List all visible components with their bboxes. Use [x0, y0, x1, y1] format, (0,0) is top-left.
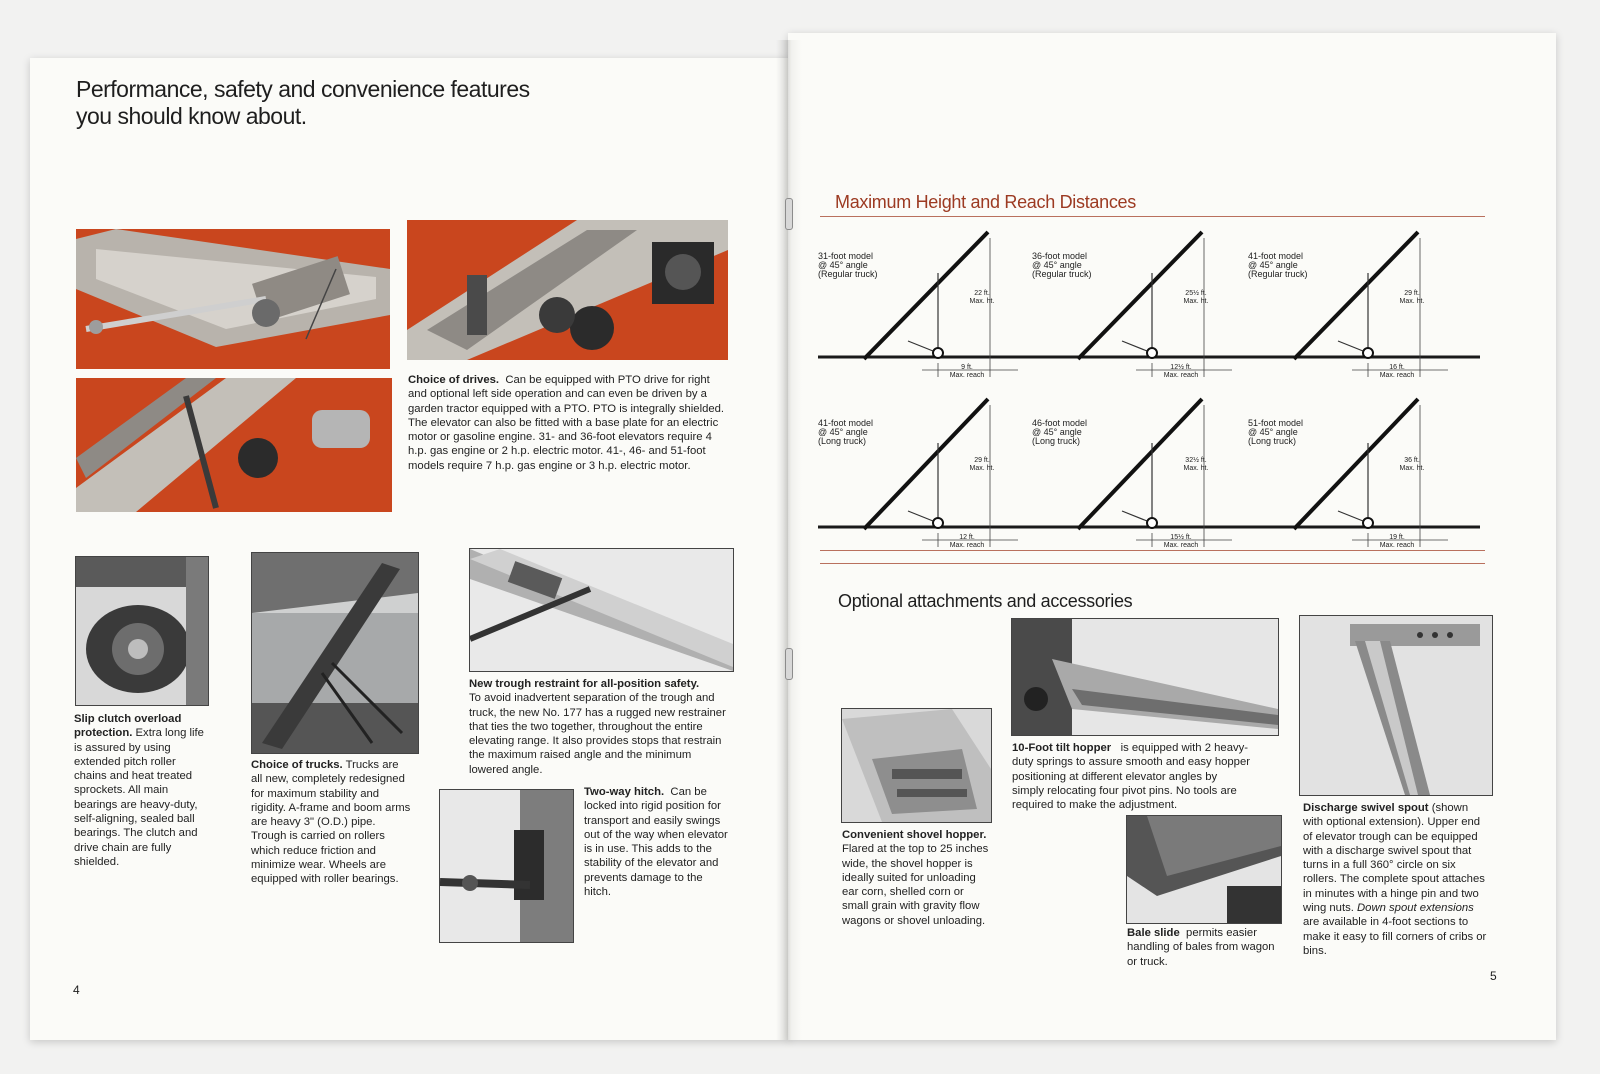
shovel-hopper-title: Convenient shovel hopper. — [842, 829, 987, 841]
max-height-value: 32½ ft. — [1185, 457, 1207, 464]
attachments-title: Optional attachments and accessories — [838, 591, 1133, 611]
truck-type-label: (Long truck) — [1032, 436, 1081, 446]
page-headline — [76, 76, 596, 130]
rule-mid — [820, 550, 1485, 551]
truck-type-label: (Regular truck) — [1248, 269, 1308, 279]
max-height-label: Max. ht. — [969, 465, 995, 472]
trucks-photo — [251, 552, 419, 754]
max-height-value: 29 ft. — [974, 457, 990, 464]
pto-drive-photo — [76, 229, 390, 369]
tilt-hopper-title: 10-Foot tilt hopper — [1012, 742, 1112, 754]
model-label: 41-foot model — [1248, 251, 1304, 261]
trough-restraint-photo — [469, 548, 734, 672]
boom-line — [864, 232, 988, 359]
model-label: 51-foot model — [1248, 418, 1304, 428]
tilt-hopper-text: is equipped with 2 heavy-duty springs to assure smooth and easy hopper positioning at different elevator angles by simply relocating four pivot pins. No tools are required to make the adjustment. — [1012, 742, 1251, 812]
boom-line — [1078, 232, 1202, 359]
staple-bottom — [785, 648, 793, 680]
truck-wheel — [1147, 348, 1157, 358]
trough-caption — [469, 677, 731, 777]
drives-caption — [408, 373, 728, 473]
max-reach-value: 12 ft. — [959, 534, 975, 541]
slip-clutch-title: Slip clutch overload protection. — [74, 713, 182, 740]
model-label: 46-foot model — [1032, 418, 1088, 428]
truck-wheel — [933, 518, 943, 528]
truck-wheel — [1363, 348, 1373, 358]
book-gutter — [776, 40, 802, 1040]
slip-clutch-caption — [74, 712, 210, 869]
angle-label: @ 45° angle — [1248, 427, 1298, 437]
swivel-spout-text-b: Down spout extensions — [1357, 902, 1474, 915]
truck-wheel — [933, 348, 943, 358]
hitch-title: Two-way hitch. — [584, 786, 665, 798]
bale-slide-title: Bale slide — [1127, 927, 1180, 939]
rule-bottom — [820, 563, 1485, 564]
shovel-hopper-photo — [841, 708, 992, 823]
drives-title: Choice of drives. — [408, 374, 500, 386]
model-label: 31-foot model — [818, 251, 874, 261]
angle-label: @ 45° angle — [1032, 260, 1082, 270]
slip-clutch-text: Extra long life is assured by using extended pitch roller chains and heat treated sprockets. All main bearings are heavy-duty, self-aligning, sealed ball bearings. The clutch and drive chain are fully shielded. — [74, 727, 204, 868]
swivel-spout-photo — [1299, 615, 1493, 796]
max-height-label: Max. ht. — [1183, 298, 1209, 305]
max-height-label: Max. ht. — [1183, 465, 1209, 472]
electric-motor-photo — [76, 378, 392, 512]
truck-wheel — [1363, 518, 1373, 528]
swivel-spout-text-c: are available in 4-foot sections to make it easy to fill corners of cribs or bins. — [1303, 916, 1487, 957]
angle-label: @ 45° angle — [818, 260, 868, 270]
page-number-right: 5 — [1490, 969, 1497, 983]
shovel-hopper-caption — [842, 828, 990, 928]
height-reach-title: Maximum Height and Reach Distances — [835, 192, 1136, 212]
max-reach-value: 9 ft. — [961, 364, 973, 371]
swivel-spout-title: Discharge swivel spout — [1303, 802, 1429, 814]
max-reach-label: Max. reach — [949, 372, 985, 379]
max-reach-value: 19 ft. — [1389, 534, 1405, 541]
max-reach-label: Max. reach — [1163, 372, 1199, 379]
bale-slide-caption — [1127, 926, 1277, 969]
angle-label: @ 45° angle — [818, 427, 868, 437]
slip-clutch-photo — [75, 556, 209, 706]
max-reach-label: Max. reach — [949, 542, 985, 549]
model-label: 41-foot model — [818, 418, 874, 428]
drives-text: Can be equipped with PTO drive for right and optional left side operation and can even be driven by a garden tractor equipped with a PTO. PTO is integrally shielded. The elevator can also be fitted with a base plate for an electric motor or gasoline engine. 31- and 36-foot elevators require 4 h.p. gas engine or 2 h.p. electric motor. 41-, 46- and 51-foot models require 7 h.p. gas engine or 3 h.p. electric motor. — [408, 374, 725, 472]
max-reach-value: 16 ft. — [1389, 364, 1405, 371]
truck-type-label: (Regular truck) — [1032, 269, 1092, 279]
angle-label: @ 45° angle — [1248, 260, 1298, 270]
max-height-label: Max. ht. — [1399, 298, 1425, 305]
trough-title: New trough restraint for all-position safety. — [469, 678, 700, 690]
bale-slide-photo — [1126, 815, 1282, 924]
max-height-value: 25½ ft. — [1185, 290, 1207, 297]
max-reach-value: 15½ ft. — [1170, 534, 1192, 541]
model-label: 36-foot model — [1032, 251, 1088, 261]
max-height-label: Max. ht. — [969, 298, 995, 305]
boom-line — [1294, 399, 1418, 529]
max-height-value: 29 ft. — [1404, 290, 1420, 297]
gas-engine-photo — [407, 220, 728, 360]
page-number-left: 4 — [73, 983, 80, 997]
staple-top — [785, 198, 793, 230]
shovel-hopper-text: Flared at the top to 25 inches wide, the shovel hopper is ideally suited for unloading ear corn, shelled corn or small grain with gravity flow wagons or shovel unloading. — [842, 843, 989, 927]
trucks-caption — [251, 758, 411, 887]
boom-line — [864, 399, 988, 529]
max-height-value: 36 ft. — [1404, 457, 1420, 464]
max-height-value: 22 ft. — [974, 290, 990, 297]
tilt-hopper-caption — [1012, 741, 1252, 812]
headline-line-2: you should know about. — [76, 103, 307, 129]
max-reach-label: Max. reach — [1163, 542, 1199, 549]
hitch-text: Can be locked into rigid position for transport and easily swings out of the way when elevator is in use. This adds to the stability of the elevator and prevents damage to the hitch. — [584, 786, 728, 899]
boom-line — [1294, 232, 1418, 359]
bale-slide-text: permits easier handling of bales from wagon or truck. — [1127, 927, 1275, 968]
max-reach-value: 12½ ft. — [1170, 364, 1192, 371]
swivel-spout-caption — [1303, 801, 1491, 958]
trucks-text: Trucks are all new, completely redesigned for maximum stability and rigidity. A-frame and boom arms are heavy 3" (O.D.) pipe. Trough is carried on rollers which reduce friction and minimize wear. Wheels are equipped with roller bearings. — [251, 759, 411, 886]
truck-type-label: (Regular truck) — [818, 269, 878, 279]
rule-top — [820, 216, 1485, 217]
height-reach-diagrams — [816, 222, 1484, 558]
trucks-title: Choice of trucks. — [251, 759, 343, 771]
swivel-spout-text-a: (shown with optional extension). Upper end of elevator trough can be equipped with a discharge swivel spout that turns in a full 360° circle on six rollers. The complete spout attaches in minutes with a hinge pin and two wing nuts. — [1303, 802, 1485, 915]
truck-type-label: (Long truck) — [1248, 436, 1297, 446]
hitch-photo — [439, 789, 574, 943]
max-height-label: Max. ht. — [1399, 465, 1425, 472]
boom-line — [1078, 399, 1202, 529]
truck-wheel — [1147, 518, 1157, 528]
truck-type-label: (Long truck) — [818, 436, 867, 446]
trough-text: To avoid inadvertent separation of the trough and truck, the new No. 177 has a rugged new restrainer that ties the two together, throughout the entire elevating range. It also provides stops that restrain the maximum raised angle and the minimum lowered angle. — [469, 692, 726, 776]
angle-label: @ 45° angle — [1032, 427, 1082, 437]
max-reach-label: Max. reach — [1379, 542, 1415, 549]
headline-line-1: Performance, safety and convenience features — [76, 76, 530, 102]
tilt-hopper-photo — [1011, 618, 1279, 736]
max-reach-label: Max. reach — [1379, 372, 1415, 379]
hitch-caption — [584, 785, 732, 899]
